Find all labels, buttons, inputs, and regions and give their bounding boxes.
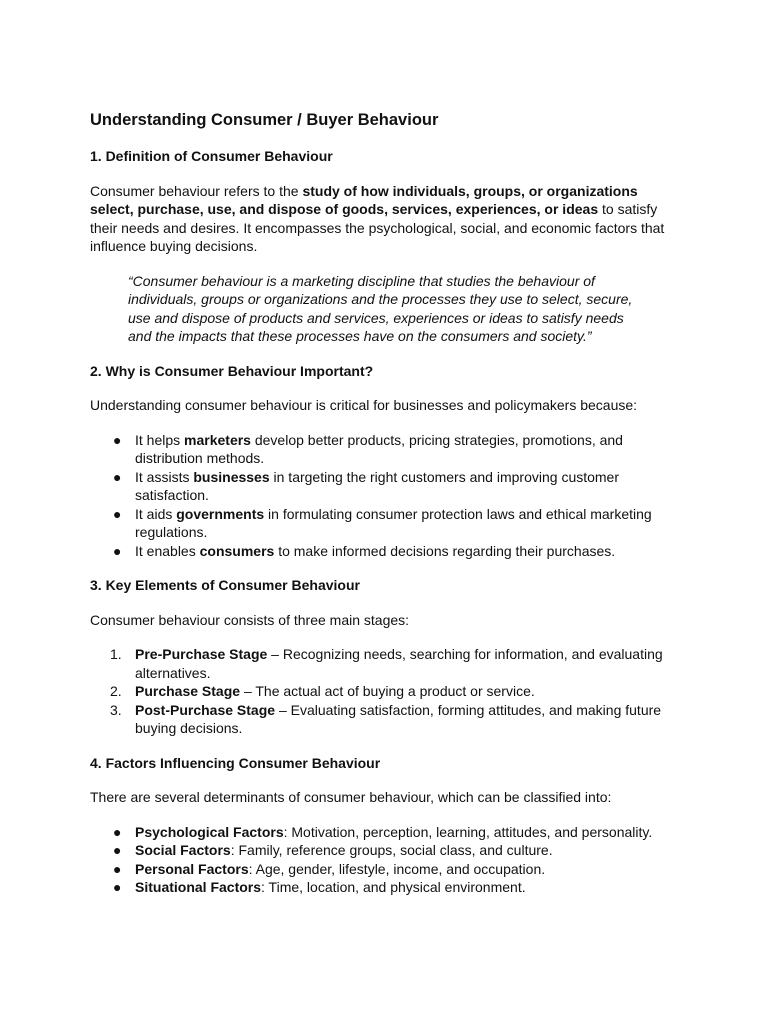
list-item-text: in targeting the right customers and improving customer satisfaction. (135, 468, 620, 503)
list-item (113, 823, 682, 842)
list-item-text: : Family, reference groups, social class, and culture. (230, 842, 553, 858)
bullet-icon: ● (113, 860, 122, 877)
bullet-icon: ● (113, 431, 122, 448)
list-item (110, 701, 682, 738)
list-item (110, 682, 682, 701)
list-item-text: in formulating consumer protection laws and ethical marketing regulations. (135, 505, 652, 540)
list-item (113, 878, 682, 897)
definition-paragraph (90, 182, 682, 256)
factors-intro: There are several determinants of consumer behaviour, which can be classified into: (90, 789, 612, 805)
list-item-text: It helps (135, 431, 185, 448)
list-item (113, 505, 682, 542)
bullet-icon: ● (113, 842, 122, 858)
stages-intro: Consumer behaviour consists of three main stages: (90, 611, 410, 628)
definition-text-a: Consumer behaviour refers to the (90, 182, 303, 199)
document-page (90, 110, 682, 913)
list-item-bold: Personal Factors (135, 860, 249, 877)
list-item-text: – Evaluating satisfaction, forming attitudes, and making future buying decisions. (135, 701, 662, 736)
list-item-bold: marketers (184, 431, 251, 448)
importance-intro: Understanding consumer behaviour is critical for businesses and policymakers because: (90, 397, 638, 413)
section-2-heading: 2. Why is Consumer Behaviour Important? (90, 362, 374, 379)
list-item-bold: Purchase Stage (135, 683, 241, 699)
list-item (113, 542, 682, 561)
bullet-icon: ● (113, 879, 122, 895)
definition-text-bold: study of how individuals, groups, or organizations select, purchase, use, and dispose of goods, services, experiences, or ideas (90, 182, 638, 217)
factors-list (90, 823, 682, 897)
list-item (113, 468, 682, 505)
list-number: 2. (110, 683, 122, 699)
list-item (110, 645, 682, 682)
list-item-bold: businesses (193, 468, 270, 485)
list-item-bold: Pre-Purchase Stage (135, 646, 268, 662)
list-item-text: to make informed decisions regarding their purchases. (274, 542, 616, 559)
bullet-icon: ● (113, 505, 122, 522)
section-1-heading: 1. Definition of Consumer Behaviour (90, 148, 333, 164)
list-item-text: : Motivation, perception, learning, attitudes, and personality. (283, 823, 653, 840)
definition-quote: “Consumer behaviour is a marketing discipline that studies the behaviour of individuals, groups or organizations and the processes they use to select, secure, use and dispose of products and services, experiences or ideas to satisfy needs and the impacts that these processes have on the consumers and society.” (128, 272, 633, 344)
bullet-icon: ● (113, 823, 122, 840)
list-item-text: It enables (135, 542, 200, 559)
list-item-text: – The actual act of buying a product or service. (240, 683, 535, 699)
list-item-bold: Social Factors (135, 842, 231, 858)
section-4-heading: 4. Factors Influencing Consumer Behaviour (90, 754, 381, 771)
list-item-text: It assists (135, 468, 194, 485)
stages-list (90, 645, 682, 738)
list-item-bold: consumers (199, 542, 275, 559)
bullet-icon: ● (113, 542, 122, 559)
list-item-text: It aids (135, 505, 177, 522)
list-item-bold: Situational Factors (135, 879, 262, 895)
list-item-bold: Psychological Factors (135, 823, 284, 840)
list-number: 1. (110, 646, 122, 662)
bullet-icon: ● (113, 468, 122, 485)
list-number: 3. (110, 701, 122, 718)
importance-list (90, 431, 682, 561)
section-3-heading: 3. Key Elements of Consumer Behaviour (90, 577, 360, 593)
list-item-text: : Time, location, and physical environment. (261, 879, 526, 895)
list-item (113, 860, 682, 879)
list-item-bold: governments (176, 505, 265, 522)
list-item (113, 841, 682, 860)
list-item (113, 431, 682, 468)
document-title: Understanding Consumer / Buyer Behaviour (90, 111, 439, 129)
definition-text-c: to satisfy their needs and desires. It encompasses the psychological, social, and economic factors that influence buying decisions. (90, 201, 665, 254)
list-item-text: – Recognizing needs, searching for information, and evaluating alternatives. (135, 646, 663, 681)
list-item-text: develop better products, pricing strategies, promotions, and distribution methods. (135, 431, 623, 466)
list-item-bold: Post-Purchase Stage (135, 701, 276, 718)
list-item-text: : Age, gender, lifestyle, income, and occupation. (248, 860, 546, 877)
